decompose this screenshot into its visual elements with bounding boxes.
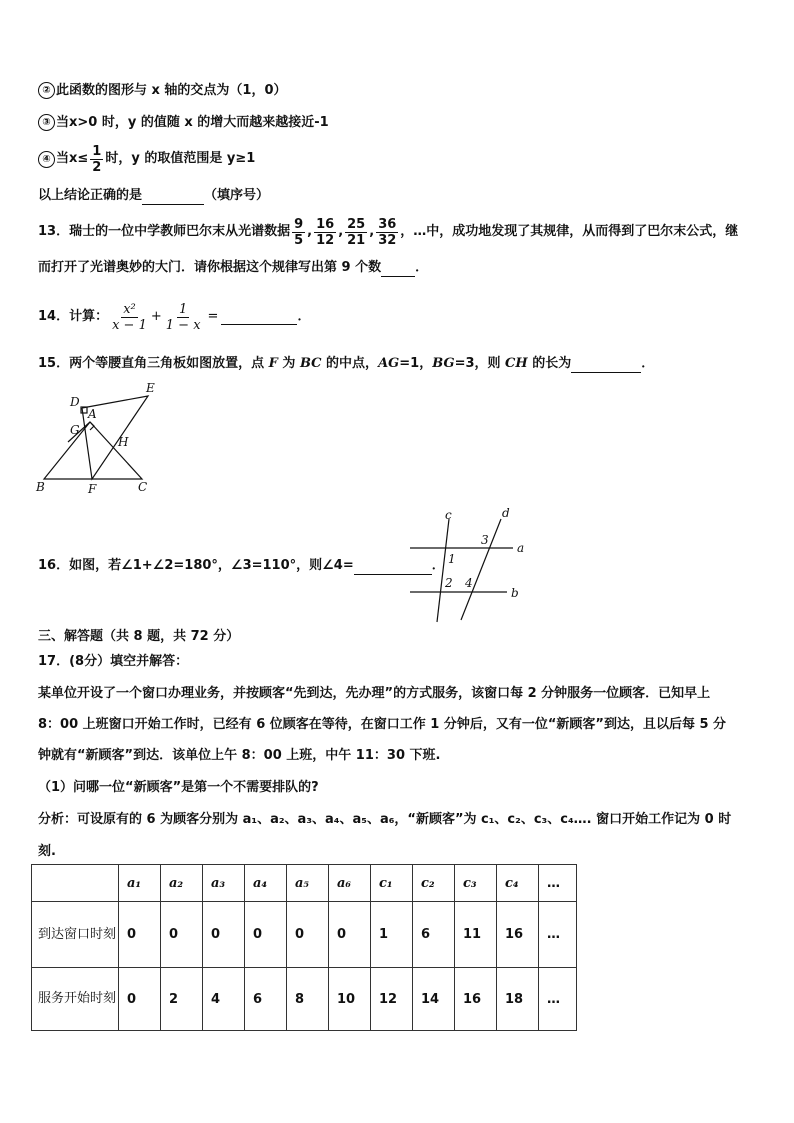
frac-num: 1 bbox=[179, 301, 188, 317]
q13-fraction-2 bbox=[314, 217, 336, 248]
triangle-figure bbox=[30, 378, 160, 496]
table-header-cell: a₅ bbox=[287, 865, 329, 902]
frac-num: 25 bbox=[347, 216, 366, 232]
item-number-2: ② bbox=[38, 82, 55, 99]
frac-num: 36 bbox=[378, 216, 397, 232]
frac-den: 5 bbox=[294, 232, 304, 248]
label-e: E bbox=[146, 381, 155, 395]
table-header-cell bbox=[32, 865, 119, 902]
label-h: H bbox=[118, 435, 129, 449]
angle-label-1: 1 bbox=[448, 552, 456, 566]
q15-text: =3，则 bbox=[454, 356, 501, 371]
answer-blank-13[interactable] bbox=[381, 262, 415, 277]
q15-text: 15．两个等腰直角三角板如图放置，点 bbox=[38, 356, 265, 371]
table-header-cell: a₁ bbox=[119, 865, 161, 902]
q13-fraction-1 bbox=[292, 217, 305, 248]
q12-item-3-text: 当x>0 时，y 的值随 x 的增大而越来越接近-1 bbox=[56, 115, 329, 130]
item-number-4: ④ bbox=[38, 151, 55, 168]
table-cell: 0 bbox=[203, 902, 245, 968]
equals-sign: = bbox=[207, 309, 219, 324]
q12-item-4-pre: 当x≤ bbox=[56, 151, 89, 166]
table-header-cell: a₂ bbox=[161, 865, 203, 902]
plus-sign: + bbox=[150, 309, 162, 324]
table-cell: 16 bbox=[455, 968, 497, 1031]
q15-text: 为 bbox=[282, 356, 296, 371]
frac-num: x² bbox=[123, 301, 136, 317]
table-cell: 0 bbox=[161, 902, 203, 968]
q15-text: =1， bbox=[399, 356, 433, 371]
parallel-lines-figure bbox=[405, 505, 535, 625]
q15-var: BG bbox=[432, 356, 455, 371]
q12-item-2 bbox=[38, 82, 287, 100]
table-header-cell: a₆ bbox=[329, 865, 371, 902]
table-header-row bbox=[32, 865, 577, 902]
table-cell: 6 bbox=[245, 968, 287, 1031]
label-line-a: a bbox=[517, 541, 525, 555]
q13-line1-post: ，…中，成功地发现了其规律，从而得到了巴尔末公式，继 bbox=[400, 224, 739, 239]
table-cell: … bbox=[539, 968, 577, 1031]
q13-line2-text: 而打开了光谱奥妙的大门．请你根据这个规律写出第 9 个数 bbox=[38, 260, 382, 275]
table-cell: 4 bbox=[203, 968, 245, 1031]
table-cell: 0 bbox=[329, 902, 371, 968]
line-c bbox=[437, 519, 449, 622]
q14-label: 14．计算： bbox=[38, 309, 109, 324]
section-heading: 三、解答题（共 8 题，共 72 分） bbox=[38, 629, 240, 644]
angle-label-2: 2 bbox=[445, 576, 453, 590]
frac-num: 9 bbox=[294, 216, 304, 232]
answer-blank-15[interactable] bbox=[571, 358, 641, 373]
q12-conclusion-post: （填序号） bbox=[204, 188, 270, 203]
frac-num: 1 bbox=[92, 143, 102, 159]
frac-den: x − 1 bbox=[112, 317, 147, 333]
frac-den: 2 bbox=[92, 159, 102, 175]
service-time-table bbox=[31, 864, 577, 1031]
table-cell: 0 bbox=[287, 902, 329, 968]
table-row-label: 到达窗口时刻 bbox=[32, 902, 119, 968]
q14-fraction-2 bbox=[164, 302, 203, 333]
q16-end: ． bbox=[431, 558, 445, 573]
q17-title: 17．(8分）填空并解答： bbox=[38, 654, 189, 669]
q16-text: 16．如图，若∠1+∠2=180°，∠3=110°，则∠4= bbox=[38, 558, 354, 573]
q16-line bbox=[38, 557, 445, 575]
q14-line bbox=[38, 297, 310, 337]
q15-text: 的长为 bbox=[532, 356, 572, 371]
table-header-cell: a₄ bbox=[245, 865, 287, 902]
table-cell: 11 bbox=[455, 902, 497, 968]
table-cell: 8 bbox=[287, 968, 329, 1031]
table-header-cell: c₁ bbox=[371, 865, 413, 902]
table-cell: 10 bbox=[329, 968, 371, 1031]
q17-question-1: （1）问哪一位“新顾客”是第一个不需要排队的? bbox=[38, 780, 319, 795]
table-cell: … bbox=[539, 902, 577, 968]
table-cell: 0 bbox=[119, 902, 161, 968]
q12-item-4 bbox=[38, 143, 255, 175]
table-cell: 6 bbox=[413, 902, 455, 968]
q15-end: ． bbox=[641, 356, 655, 371]
triangle-abc-edge bbox=[44, 422, 142, 479]
q17-para-2: 8：00 上班窗口开始工作时，已经有 6 位顾客在等待，在窗口工作 1 分钟后，又有一位“新顾客”到达，且以后每 5 分 bbox=[38, 717, 727, 732]
table-cell: 16 bbox=[497, 902, 539, 968]
label-line-c: c bbox=[445, 508, 452, 522]
table-header-cell: c₂ bbox=[413, 865, 455, 902]
label-c: C bbox=[138, 480, 148, 494]
q17-analysis: 分析：可设原有的 6 为顾客分别为 a₁、a₂、a₃、a₄、a₅、a₆，“新顾客”为 c₁、c₂、c₃、c₄…. 窗口开始工作记为 0 时 bbox=[38, 812, 732, 827]
label-a: A bbox=[88, 407, 97, 421]
q14-end: ． bbox=[297, 309, 311, 324]
frac-den: 21 bbox=[347, 232, 366, 248]
q15-line bbox=[38, 355, 654, 373]
q15-var: CH bbox=[505, 356, 528, 371]
q12-conclusion-pre: 以上结论正确的是 bbox=[38, 188, 143, 203]
label-d: D bbox=[70, 395, 80, 409]
frac-num: 16 bbox=[316, 216, 335, 232]
q17-analysis-2: 刻. bbox=[38, 844, 56, 859]
angle-label-3: 3 bbox=[481, 533, 489, 547]
q14-fraction-1 bbox=[110, 302, 149, 333]
label-b: B bbox=[36, 480, 45, 494]
frac-den: 1 − x bbox=[165, 317, 201, 333]
table-header-cell: a₃ bbox=[203, 865, 245, 902]
table-cell: 2 bbox=[161, 968, 203, 1031]
q15-text: 的中点， bbox=[326, 356, 379, 371]
table-cell: 0 bbox=[119, 968, 161, 1031]
q17-para-3: 钟就有“新顾客”到达．该单位上午 8：00 上班，中午 11：30 下班. bbox=[38, 748, 441, 763]
table-row-label: 服务开始时刻 bbox=[32, 968, 119, 1031]
q12-item-4-post: 时，y 的取值范围是 y≥1 bbox=[105, 151, 256, 166]
table-header-cell: c₃ bbox=[455, 865, 497, 902]
q15-var: AG bbox=[378, 356, 400, 371]
q13-fraction-4 bbox=[376, 217, 398, 248]
q15-var: BC bbox=[299, 356, 322, 371]
frac-den: 12 bbox=[316, 232, 335, 248]
table-cell: 14 bbox=[413, 968, 455, 1031]
angle-label-4: 4 bbox=[465, 576, 473, 590]
q13-fraction-3 bbox=[345, 217, 367, 248]
q12-item-3 bbox=[38, 114, 329, 132]
right-angle-mark-a bbox=[90, 422, 94, 430]
label-line-b: b bbox=[511, 586, 519, 600]
table-cell: 1 bbox=[371, 902, 413, 968]
q12-item-2-text: 此函数的图形与 x 轴的交点为（1，0） bbox=[56, 83, 287, 98]
table-header-cell: c₄ bbox=[497, 865, 539, 902]
table-cell: 0 bbox=[245, 902, 287, 968]
q13-line1-pre: 13．瑞士的一位中学教师巴尔末从光谱数据 bbox=[38, 224, 291, 239]
q17-para-1: 某单位开设了一个窗口办理业务，并按顾客“先到达，先办理”的方式服务，该窗口每 2 分钟服务一位顾客．已知早上 bbox=[38, 686, 711, 701]
q13-line2-end: ． bbox=[415, 260, 429, 275]
table-cell: 18 bbox=[497, 968, 539, 1031]
answer-blank-14[interactable] bbox=[221, 310, 297, 325]
q15-var: F bbox=[268, 356, 278, 371]
label-g: G bbox=[70, 423, 80, 437]
q12-conclusion bbox=[38, 187, 269, 205]
label-f: F bbox=[88, 482, 97, 496]
table-row bbox=[32, 968, 577, 1031]
table-cell: 12 bbox=[371, 968, 413, 1031]
table-row bbox=[32, 902, 577, 968]
q13-line-2 bbox=[38, 259, 428, 277]
item-number-3: ③ bbox=[38, 114, 55, 131]
fraction-one-half bbox=[90, 144, 103, 175]
table-header-cell: … bbox=[539, 865, 577, 902]
frac-den: 32 bbox=[378, 232, 397, 248]
q13-line-1: 13．瑞士的一位中学教师巴尔末从光谱数据 $\frac{9}{5}$ , $\frac{16}{12}$ , $\frac{25}{21}$ , $\frac{36}{32}$ ，…中，成功地发现了其规律，从而得到了巴尔末公式，继 bbox=[38, 216, 739, 248]
label-line-d: d bbox=[502, 506, 510, 520]
answer-blank-12[interactable] bbox=[142, 190, 204, 205]
